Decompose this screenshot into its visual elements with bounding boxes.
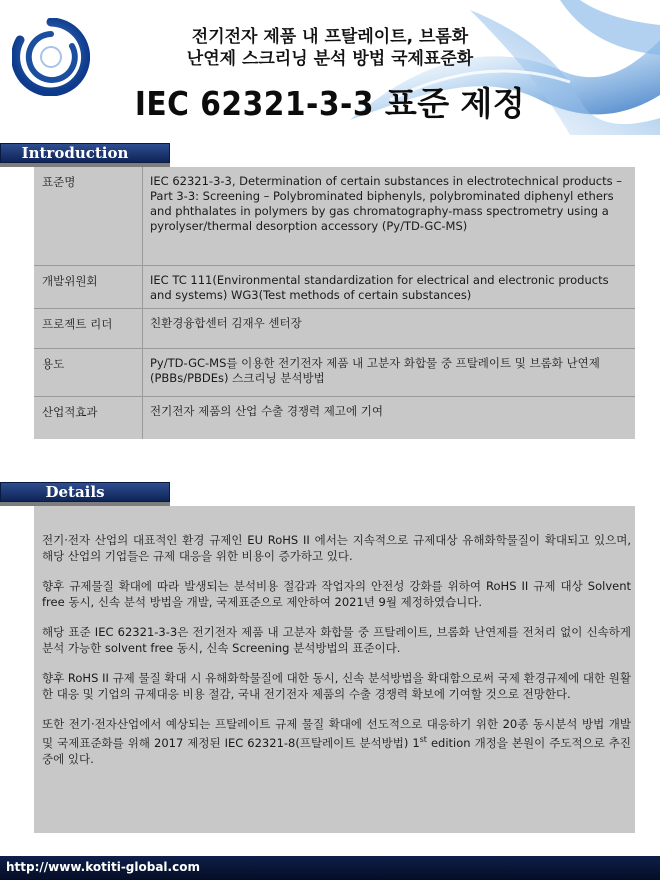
table-row: [34, 266, 635, 309]
details-body: [34, 506, 635, 833]
details-paragraph: 전기·전자 산업의 대표적인 환경 규제인 EU RoHS II 에서는 지속적으로 규제대상 유해화학물질이 확대되고 있으며, 해당 산업의 기업들은 규제 대응을 위한 비용이 증가하고 있다.: [42, 533, 631, 563]
row-label: 산업적효과: [42, 405, 98, 419]
header: [0, 0, 660, 135]
details-paragraph-last: [42, 716, 631, 767]
row-value: IEC 62321-3-3, Determination of certain substances in electrotechnical products – Part 3-3: Screening – Polybrominated biphenyls, polybrominated diphenyl ethers and phthalates in polymers by gas chromatography-mass spectrometry using a pyrolyser/thermal desorption accessory (Py/TD-GC-MS): [150, 174, 623, 233]
superscript-st: st: [419, 735, 427, 744]
footer-bar: [0, 856, 660, 880]
details-tab-label: Details: [45, 483, 105, 501]
page-title: IEC 62321-3-3 표준 제정: [134, 84, 526, 123]
introduction-tab: [0, 143, 170, 167]
row-label: 프로젝트 리더: [42, 317, 113, 331]
row-value: IEC TC 111(Environmental standardization for electrical and electronic products and systems) WG3(Test methods of certain substances): [150, 273, 609, 302]
details-paragraph: 해당 표준 IEC 62321-3-3은 전기전자 제품 내 고분자 화합물 중 프탈레이트, 브롬화 난연제를 전처리 없이 신속하게 분석 가능한 solvent free 동시, 신속 Screening 분석방법의 표준이다.: [42, 625, 631, 655]
details-tab: [0, 482, 170, 506]
row-label: 용도: [42, 357, 65, 371]
subtitle-line-1: 전기전자 제품 내 프탈레이트, 브롬화: [191, 27, 469, 47]
subtitle-line-2: 난연제 스크리닝 분석 방법 국제표준화: [186, 49, 474, 69]
introduction-tab-label: Introduction: [21, 144, 129, 162]
row-label: 개발위원회: [42, 274, 98, 288]
last-paragraph-tail: edition 개정을 본원이 주도적으로 추진 중에 있다.: [42, 735, 631, 766]
row-value: 전기전자 제품의 산업 수출 경쟁력 제고에 기여: [150, 404, 384, 418]
table-row: [34, 397, 635, 439]
last-paragraph-main: 또한 전기·전자산업에서 예상되는 프탈레이트 규제 물질 확대에 선도적으로 대응하기 위한 20종 동시분석 방법 개발 및 국제표준화를 위해 2017 제정된 IEC 62321-8(프탈레이트 분석방법) 1: [42, 717, 631, 750]
row-value: Py/TD-GC-MS를 이용한 전기전자 제품 내 고분자 화합물 중 프탈레이트 및 브롬화 난연제(PBBs/PBDEs) 스크리닝 분석방법: [150, 356, 600, 385]
table-row: [34, 167, 635, 266]
row-value: 친환경융합센터 김재우 센터장: [150, 316, 302, 330]
details-paragraph: 향후 RoHS II 규제 물질 확대 시 유해화학물질에 대한 동시, 신속 분석방법을 확대함으로써 국제 환경규제에 대한 원활한 대응 및 기업의 규제대응 비용 절감, 국내 전기전자 제품의 수출 경쟁력 확보에 기여할 것으로 전망한다.: [42, 671, 631, 701]
row-label: 표준명: [42, 175, 76, 189]
table-row: [34, 309, 635, 349]
introduction-table: [34, 167, 635, 439]
footer-url-link[interactable]: http://www.kotiti-global.com: [6, 860, 200, 874]
details-paragraph: 향후 규제물질 확대에 따라 발생되는 분석비용 절감과 작업자의 안전성 강화를 위하여 RoHS II 규제 대상 Solvent free 동시, 신속 분석 방법을 개발, 국제표준으로 제안하여 2021년 9월 제정하였습니다.: [42, 579, 631, 609]
table-row: [34, 349, 635, 397]
